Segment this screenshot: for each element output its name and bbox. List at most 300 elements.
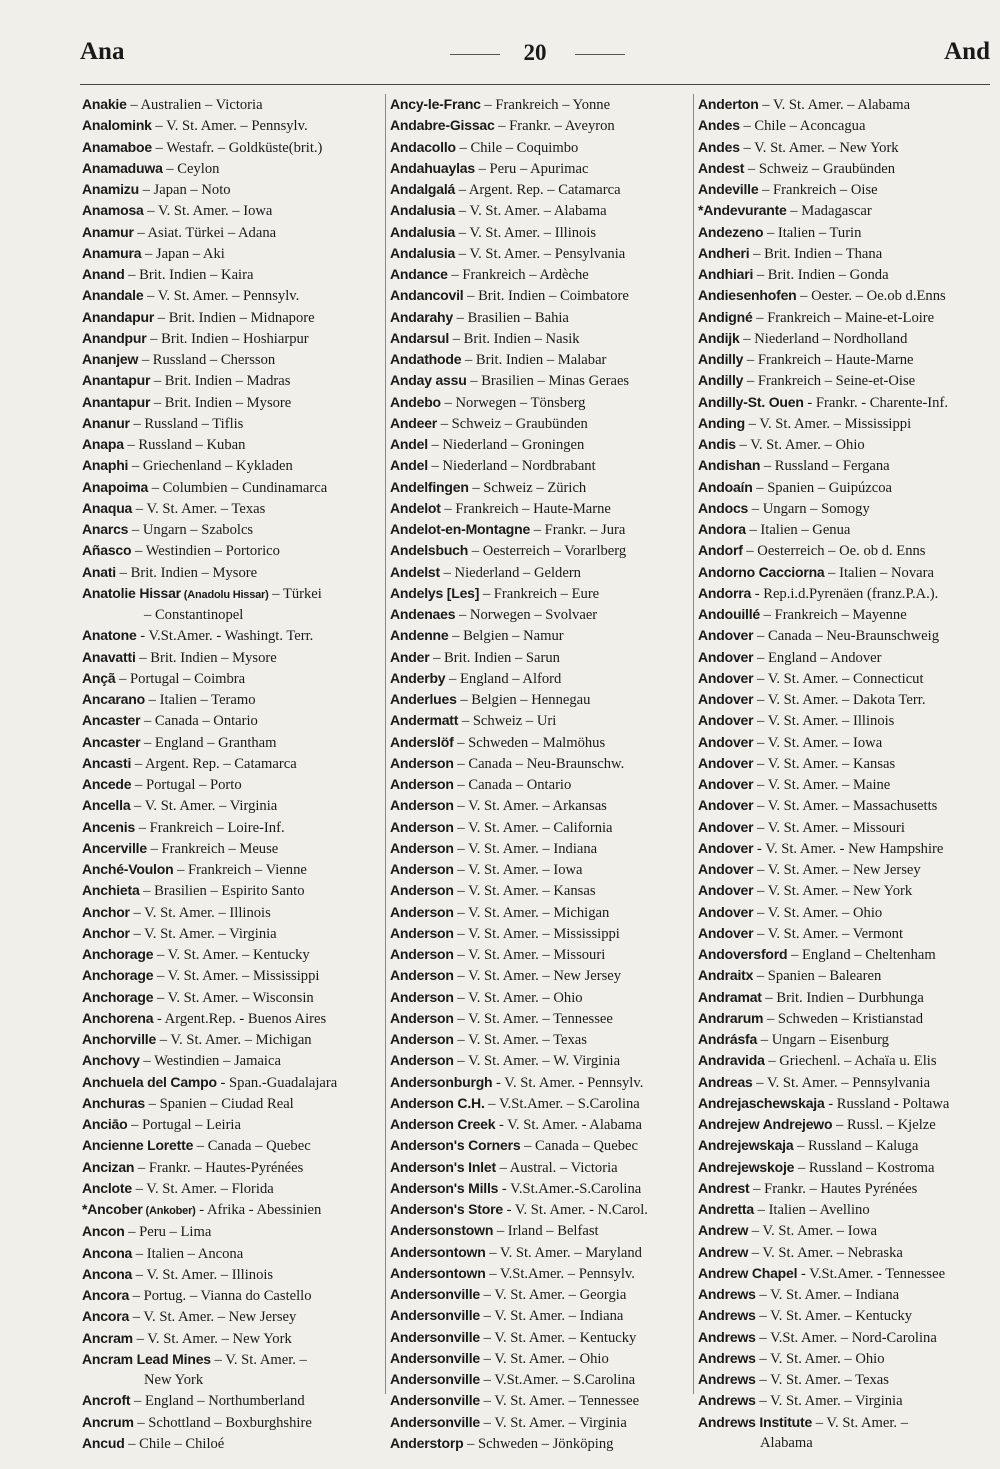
location-text: – Türkei — [268, 585, 322, 602]
place-name: Anderson — [390, 754, 454, 771]
place-name: Anclote — [82, 1179, 132, 1196]
gazetteer-entry — [82, 1199, 382, 1221]
gazetteer-entry — [390, 1135, 692, 1156]
running-head-right: And — [944, 38, 990, 65]
gazetteer-entry — [82, 1264, 382, 1285]
place-name: Andermatt — [390, 712, 459, 729]
place-name: Andover — [698, 648, 754, 665]
gazetteer-entry — [82, 519, 382, 540]
location-text: – V. St. Amer. – Texas — [132, 500, 266, 517]
place-name: Anderson — [390, 1009, 454, 1026]
gazetteer-entry — [390, 1242, 692, 1263]
place-name: Anchorage — [82, 988, 154, 1005]
gazetteer-entry — [698, 817, 998, 838]
place-name: Andrews Institute — [698, 1413, 813, 1430]
gazetteer-entry — [698, 562, 998, 583]
place-name: Anderson — [390, 1052, 454, 1069]
place-name: Ancora — [82, 1287, 130, 1303]
gazetteer-entry — [698, 222, 998, 243]
location-text: – Canada – Quebec — [520, 1138, 638, 1155]
location-text: – England – Alford — [445, 670, 562, 687]
header-rule — [80, 84, 990, 85]
gazetteer-entry — [698, 1199, 998, 1220]
location-text: – Spanien – Guipúzcoa — [752, 479, 893, 496]
location-text: – Canada – Ontario — [453, 777, 572, 793]
gazetteer-entry — [390, 668, 692, 689]
location-text: – Ceylon — [162, 160, 220, 177]
location-text: – Westindien – Portorico — [131, 543, 280, 560]
place-name: Andest — [698, 159, 745, 176]
gazetteer-entry — [390, 880, 692, 901]
location-text: – Russland – Tiflis — [129, 415, 244, 432]
location-text: – Argent. Rep. – Catamarca — [455, 182, 621, 198]
location-text: – Italien – Novara — [824, 564, 934, 581]
gazetteer-entry — [390, 307, 692, 328]
place-name: Anamizu — [82, 181, 139, 197]
place-name: Andraitx — [698, 967, 754, 984]
gazetteer-entry — [698, 413, 998, 434]
place-name: Andilly — [698, 351, 744, 367]
location-text: – V. St. Amer. – New York — [132, 1330, 292, 1347]
location-text: – Schweden – Malmöhus — [453, 734, 606, 751]
gazetteer-entry — [698, 987, 998, 1008]
location-text: – Canada – Ontario — [140, 713, 258, 730]
place-name: Andishan — [698, 457, 761, 474]
gazetteer-entry — [698, 477, 998, 498]
gazetteer-entry — [390, 1157, 692, 1178]
location-text: – England – Northumberland — [130, 1393, 305, 1410]
gazetteer-entry — [82, 1072, 382, 1093]
gazetteer-entry — [698, 902, 998, 923]
location-text: – V. St. Amer. – Ohio — [753, 904, 883, 921]
gazetteer-entry — [82, 562, 382, 583]
location-text: – V. St. Amer. – Virginia — [130, 798, 278, 815]
place-name: Anapoima — [82, 478, 149, 495]
location-text: – Frankreich – Oise — [758, 182, 878, 198]
place-name: Anderslöf — [390, 733, 454, 750]
gazetteer-entry — [390, 710, 692, 731]
gazetteer-entry — [82, 689, 382, 710]
alternate-name: (Ankober) — [142, 1205, 196, 1217]
place-name: Ancram — [82, 1329, 133, 1346]
gazetteer-entry — [698, 307, 998, 328]
gazetteer-entry — [82, 1029, 382, 1050]
gazetteer-entry — [390, 434, 692, 455]
place-name: Andrew Chapel — [698, 1264, 798, 1281]
place-name: Andrejew Andrejewo — [698, 1116, 833, 1132]
gazetteer-entry — [698, 880, 998, 901]
gazetteer-entry — [698, 647, 998, 668]
gazetteer-entry — [82, 540, 382, 561]
location-text: – Frankr. – Jura — [530, 522, 626, 538]
location-text: – Brit. Indien – Malabar — [461, 352, 607, 368]
place-name: Andover — [698, 754, 754, 771]
place-name: Anand — [82, 266, 125, 282]
place-name: Anderson — [390, 1031, 454, 1047]
gazetteer-entry — [698, 774, 998, 795]
place-name: Anderson Creek — [390, 1116, 496, 1132]
gazetteer-entry — [390, 1433, 692, 1454]
location-text: – Peru – Lima — [124, 1224, 212, 1241]
location-text: – Belgien – Hennegau — [456, 692, 591, 708]
place-name: Andover — [698, 669, 754, 686]
place-name: Andalusia — [390, 202, 456, 219]
gazetteer-entry — [390, 753, 692, 774]
location-text: – Brit. Indien – Kaira — [124, 267, 254, 283]
gazetteer-entry — [390, 370, 692, 391]
place-name: Andrew — [698, 1243, 749, 1260]
place-name: Ancaster — [82, 712, 141, 729]
place-name: Andigné — [698, 308, 753, 325]
gazetteer-entry — [390, 285, 692, 306]
location-text: – England – Grantham — [140, 734, 277, 751]
column-divider — [693, 94, 694, 1394]
location-text: – V. St. Amer. – Illinois — [132, 1266, 274, 1283]
place-name: Andhiari — [698, 266, 754, 282]
place-name: Ancroft — [82, 1392, 131, 1409]
gazetteer-entry — [82, 732, 382, 753]
location-text: – V. St. Amer. – Virginia — [479, 1414, 627, 1431]
location-text: – Peru – Apurimac — [474, 160, 589, 177]
place-name: Andrews — [698, 1392, 756, 1409]
place-name: Anamura — [82, 244, 142, 261]
gazetteer-entry — [390, 1050, 692, 1071]
location-text: – V. St. Amer. – Ohio — [453, 989, 583, 1006]
location-text: – Frankr. – Hautes Pyrénées — [749, 1180, 918, 1197]
place-name: Andover — [698, 627, 754, 644]
place-name: Anavatti — [82, 648, 136, 665]
location-text: - Span.-Guadalajara — [216, 1074, 338, 1091]
gazetteer-entry — [390, 243, 692, 264]
gazetteer-entry — [82, 1328, 382, 1349]
place-name: Andabre-Gissac — [390, 117, 495, 134]
place-name: Anderson — [390, 988, 454, 1005]
location-text: – V. St. Amer. – — [210, 1351, 307, 1368]
gazetteer-entry — [82, 987, 382, 1008]
page-number: 20 — [523, 40, 547, 65]
gazetteer-entry — [390, 965, 692, 986]
place-name: Anchuras — [82, 1094, 145, 1111]
gazetteer-entry — [82, 392, 382, 413]
location-text: – Frankreich – Yonne — [480, 97, 611, 113]
gazetteer-column-2 — [390, 94, 692, 1454]
gazetteer-entry — [390, 1327, 692, 1348]
location-text: – Ungarn – Szabolcs — [128, 522, 254, 538]
location-text: – V. St. Amer. – Texas — [453, 1032, 587, 1048]
place-name: Andover — [698, 861, 754, 877]
gazetteer-entry — [698, 732, 998, 753]
place-name: Andilly-St. Ouen — [698, 393, 804, 410]
location-text: – V. St. Amer. – Ohio — [755, 1350, 885, 1367]
gazetteer-entry — [82, 498, 382, 519]
gazetteer-entry — [390, 817, 692, 838]
gazetteer-entry — [698, 200, 998, 221]
gazetteer-entry — [390, 200, 692, 221]
place-name: Anchorena — [82, 1009, 154, 1026]
place-name: Andacollo — [390, 138, 456, 155]
place-name: Andrest — [698, 1179, 750, 1196]
gazetteer-entry — [698, 1093, 998, 1114]
location-text: – Brit. Indien – Sarun — [429, 649, 560, 666]
gazetteer-entry — [698, 115, 998, 136]
location-text: – Niederland – Geldern — [439, 564, 581, 581]
location-text: – Brit. Indien – Hoshiarpur — [146, 330, 309, 347]
location-text: – V. St. Amer. – Mississippi — [153, 968, 320, 985]
location-text: – Italien – Ancona — [132, 1245, 244, 1262]
gazetteer-entry — [698, 498, 998, 519]
location-text: – Frankreich – Mayenne — [759, 607, 907, 623]
location-text: – Brit. Indien – Mysore — [135, 649, 277, 666]
place-name: Andersonburgh — [390, 1073, 493, 1090]
gazetteer-entry — [390, 562, 692, 583]
location-text: – Oesterreich – Vorarlberg — [468, 543, 627, 560]
gazetteer-entry — [82, 880, 382, 901]
location-text: – Brit. Indien – Mysore — [116, 564, 258, 581]
place-name: Anchuela del Campo — [82, 1073, 217, 1090]
gazetteer-entry — [390, 540, 692, 561]
gazetteer-entry — [698, 753, 998, 774]
gazetteer-entry — [390, 774, 692, 795]
page-header — [80, 38, 990, 78]
place-name: Ancerville — [82, 839, 147, 856]
location-text: – Westindien – Jamaica — [139, 1053, 281, 1070]
place-name: Andrarum — [698, 1009, 764, 1026]
place-name: Andrejaschewskaja — [698, 1094, 825, 1111]
place-name: Anché-Voulon — [82, 861, 174, 877]
place-name: Anderson — [390, 967, 454, 984]
gazetteer-entry — [390, 349, 692, 370]
location-text: – Norwegen – Tönsberg — [440, 394, 586, 411]
place-name: Ancasti — [82, 754, 132, 771]
location-text: – V. St. Amer. – Georgia — [479, 1287, 627, 1303]
location-text: – Schweiz – Uri — [458, 713, 557, 730]
gazetteer-entry — [390, 158, 692, 179]
gazetteer-entry — [698, 392, 998, 413]
location-text: – Frankreich – Eure — [479, 585, 600, 602]
location-text: – V. St. Amer. – Pensylvania — [455, 245, 626, 262]
place-name: Andeer — [390, 414, 438, 431]
gazetteer-entry — [82, 1178, 382, 1199]
location-text: – V. St. Amer. – Maine — [753, 777, 891, 793]
gazetteer-entry — [698, 1178, 998, 1199]
gazetteer-entry — [82, 413, 382, 434]
place-name: Anchor — [82, 903, 130, 920]
gazetteer-entry — [82, 795, 382, 816]
location-text: – England – Cheltenham — [787, 947, 936, 963]
place-name: Anaphi — [82, 457, 129, 474]
gazetteer-entry — [390, 455, 692, 476]
location-text: – Brasilien – Espirito Santo — [139, 883, 305, 900]
location-text: – V. St. Amer. – Kansas — [753, 755, 896, 772]
location-text: – V. St. Amer. – Texas — [755, 1372, 889, 1388]
location-text: - Rep.i.d.Pyrenäen (franz.P.A.). — [751, 585, 939, 602]
gazetteer-entry — [698, 328, 998, 349]
location-text: – V. St. Amer. – Alabama — [758, 97, 911, 113]
location-text: – Chile – Coquimbo — [455, 139, 579, 156]
gazetteer-entry — [698, 583, 998, 604]
place-name: Andenne — [390, 627, 449, 644]
gazetteer-entry — [698, 1369, 998, 1390]
location-text: – V.St. Amer. – Nord-Carolina — [755, 1329, 937, 1346]
gazetteer-entry — [82, 328, 382, 349]
gazetteer-entry — [390, 519, 692, 540]
gazetteer-entry — [390, 944, 692, 965]
gazetteer-entry — [82, 753, 382, 774]
location-text: – Westafr. – Goldküste(brit.) — [151, 139, 323, 156]
location-text: – Australien – Victoria — [126, 97, 263, 113]
place-name: Andebo — [390, 393, 441, 410]
location-text: – Frankreich – Vienne — [173, 862, 307, 878]
location-text: - Afrika - Abessinien — [195, 1202, 322, 1218]
gazetteer-entry — [82, 923, 382, 944]
place-name: Andouillé — [698, 606, 760, 622]
gazetteer-entry — [698, 1157, 998, 1178]
location-continuation: – Constantinopel — [144, 607, 244, 623]
place-name: Ancona — [82, 1265, 133, 1282]
place-name: Anchieta — [82, 882, 140, 899]
location-text: – Russl. – Kjelze — [832, 1117, 936, 1133]
place-name: Andravida — [698, 1052, 765, 1069]
location-text: – V. St. Amer. – Tennessee — [453, 1010, 613, 1027]
gazetteer-entry — [390, 1369, 692, 1390]
place-name: Anandpur — [82, 329, 147, 346]
location-text: – Brit. Indien – Coimbatore — [463, 288, 629, 305]
location-text: – Columbien – Cundinamarca — [148, 479, 328, 496]
gazetteer-entry — [390, 1178, 692, 1199]
place-name: Andover — [698, 818, 754, 835]
place-name: Andalgalá — [390, 181, 456, 197]
place-name: Anchovy — [82, 1052, 140, 1069]
location-text: – V. St. Amer. – Iowa — [748, 1223, 877, 1240]
place-name: Andeville — [698, 181, 759, 197]
gazetteer-entry — [390, 264, 692, 285]
location-text: – V. St. Amer. – New Jersey — [129, 1309, 297, 1326]
gazetteer-entry — [82, 1093, 382, 1114]
place-name: Andezeno — [698, 223, 764, 240]
place-name: Anamur — [82, 223, 134, 240]
place-name: Andorno Cacciorna — [698, 563, 825, 580]
location-text: – Ungarn – Somogy — [748, 500, 870, 517]
location-text: - Argent.Rep. - Buenos Aires — [153, 1010, 327, 1027]
place-name: Andersonstown — [390, 1222, 494, 1239]
gazetteer-entry — [390, 689, 692, 710]
place-name: Ancienne Lorette — [82, 1137, 194, 1154]
gazetteer-entry — [390, 94, 692, 115]
location-text: – Brit. Indien – Madras — [150, 373, 291, 390]
location-text: – Norwegen – Svolvaer — [455, 607, 598, 623]
header-rule-right — [575, 54, 625, 55]
location-text: - Russland - Poltawa — [824, 1095, 950, 1112]
location-text: – V. St. Amer. – Illinois — [753, 713, 895, 730]
gazetteer-entry — [390, 987, 692, 1008]
place-name: Anapa — [82, 436, 124, 452]
gazetteer-entry — [698, 1050, 998, 1071]
gazetteer-entry — [390, 477, 692, 498]
location-text: – Spanien – Ciudad Real — [144, 1095, 294, 1112]
place-name: Anderson's Inlet — [390, 1158, 496, 1175]
gazetteer-entry — [82, 1390, 382, 1411]
place-name: Andelot-en-Montagne — [390, 521, 531, 537]
place-name: Ananjew — [82, 351, 139, 367]
location-text: – V. St. Amer. – Kansas — [453, 883, 596, 900]
place-name: Andoversford — [698, 946, 788, 962]
column-divider — [385, 94, 386, 1394]
place-name: Anatone — [82, 627, 137, 644]
gazetteer-entry — [82, 1008, 382, 1029]
gazetteer-entry — [82, 838, 382, 859]
gazetteer-entry — [698, 137, 998, 158]
place-name: Anderson — [390, 818, 454, 835]
location-text: – Argent. Rep. – Catamarca — [131, 755, 297, 772]
place-name: Andersonville — [390, 1349, 480, 1366]
location-text: – V. St. Amer. – Missouri — [453, 947, 606, 963]
place-name: Andelsbuch — [390, 542, 469, 559]
place-name: Anderson's Mills — [390, 1179, 499, 1196]
place-name: *Ancober — [82, 1201, 143, 1217]
gazetteer-entry — [82, 158, 382, 179]
gazetteer-entry — [698, 1242, 998, 1263]
location-continuation: New York — [144, 1372, 204, 1388]
location-text: – Spanien – Balearen — [753, 968, 882, 985]
gazetteer-entry — [698, 94, 998, 115]
location-text: – Frankreich – Maine-et-Loire — [752, 309, 935, 326]
location-text: – Canada – Neu-Braunschweig — [753, 628, 939, 645]
place-name: Andover — [698, 839, 754, 856]
place-name: Andorf — [698, 542, 743, 559]
place-name: Anderson's Corners — [390, 1137, 521, 1154]
gazetteer-entry — [82, 944, 382, 965]
location-text: – Brit. Indien – Nasik — [449, 330, 580, 347]
gazetteer-entry — [390, 1348, 692, 1369]
place-name: Andance — [390, 266, 448, 282]
gazetteer-entry — [698, 540, 998, 561]
location-text: – V. St. Amer. – Wisconsin — [153, 989, 314, 1006]
gazetteer-entry — [82, 1114, 382, 1135]
location-text: – V. St. Amer. – Iowa — [753, 734, 883, 751]
gazetteer-entry — [390, 732, 692, 753]
location-text: – Canada – Quebec — [193, 1138, 311, 1155]
location-text: – Frankreich – Seine-et-Oise — [743, 373, 916, 390]
place-name: Andel — [390, 457, 428, 474]
location-text: - V. St. Amer. - Pennsylv. — [492, 1074, 644, 1091]
gazetteer-entry — [82, 370, 382, 391]
location-text: – V. St. Amer. – Vermont — [753, 925, 903, 942]
place-name: Andrews — [698, 1328, 756, 1345]
place-name: Ancy-le-Franc — [390, 96, 481, 112]
gazetteer-entry — [698, 158, 998, 179]
place-name: Anchorage — [82, 967, 154, 984]
location-text: – Italien – Teramo — [144, 692, 256, 708]
place-name: Ancizan — [82, 1158, 135, 1175]
location-text: – Austral. – Victoria — [495, 1159, 618, 1176]
place-name: Anantapur — [82, 393, 151, 410]
gazetteer-entry — [390, 1263, 692, 1284]
gazetteer-entry — [698, 1305, 998, 1326]
location-text: – V. St. Amer. – Ohio — [479, 1350, 609, 1367]
gazetteer-entry — [82, 817, 382, 838]
gazetteer-entry — [82, 710, 382, 731]
location-text: – V. St. Amer. – Kentucky — [479, 1329, 637, 1346]
location-text: – Brasilien – Bahia — [452, 309, 569, 326]
place-name: Anamaboe — [82, 138, 152, 155]
gazetteer-entry — [698, 689, 998, 710]
place-name: Anamosa — [82, 202, 144, 219]
gazetteer-entry — [698, 838, 998, 859]
place-name: Anaqua — [82, 499, 133, 516]
gazetteer-entry — [390, 604, 692, 625]
place-name: Andersonville — [390, 1286, 480, 1302]
gazetteer-entry — [82, 1135, 382, 1156]
